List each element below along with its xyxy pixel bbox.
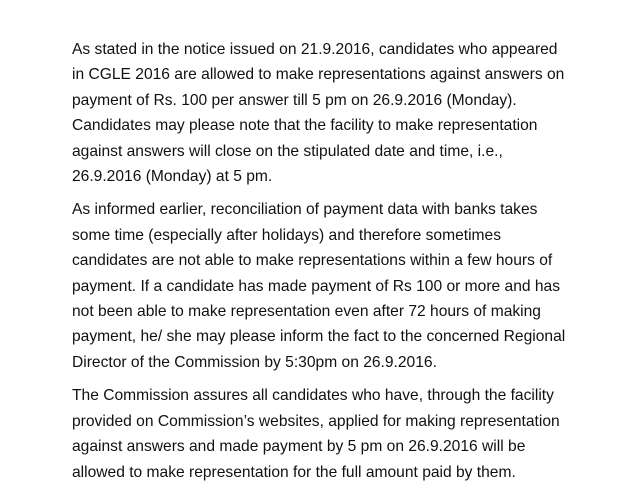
text-line: payment, he/ she may please inform the fact to the concerned Regional: [72, 328, 566, 346]
text-line: payment. If a candidate has made payment of Rs 100 or more and has: [72, 277, 561, 295]
text-line: Director of the Commission by 5:30pm on 26.9.2016.: [72, 353, 437, 371]
paragraph-commission-assurance: [72, 383, 628, 485]
text-line: payment of Rs. 100 per answer till 5 pm on 26.9.2016 (Monday).: [72, 91, 517, 109]
text-line: allowed to make representation for the full amount paid by them.: [72, 463, 516, 481]
text-line: As stated in the notice issued on 21.9.2016, candidates who appeared: [72, 41, 558, 58]
text-line: 26.9.2016 (Monday) at 5 pm.: [72, 168, 273, 186]
text-line: not been able to make representation even after 72 hours of making: [72, 303, 541, 321]
paragraph-payment-reconciliation: [72, 197, 628, 375]
paragraph-representation-deadline: [72, 37, 628, 189]
text-line: provided on Commission’s websites, applied for making representation: [72, 412, 560, 430]
notice-document: [72, 37, 628, 493]
text-line: some time (especially after holidays) and therefore sometimes: [72, 226, 502, 244]
text-line: The Commission assures all candidates who have, through the facility: [72, 387, 554, 405]
text-line: against answers will close on the stipulated date and time, i.e.,: [72, 142, 503, 160]
text-line: in CGLE 2016 are allowed to make representations against answers on: [72, 66, 565, 84]
text-line: Candidates may please note that the facility to make representation: [72, 117, 538, 135]
text-line: candidates are not able to make representations within a few hours of: [72, 252, 553, 270]
text-line: As informed earlier, reconciliation of payment data with banks takes: [72, 201, 538, 219]
text-line: against answers and made payment by 5 pm on 26.9.2016 will be: [72, 438, 526, 456]
